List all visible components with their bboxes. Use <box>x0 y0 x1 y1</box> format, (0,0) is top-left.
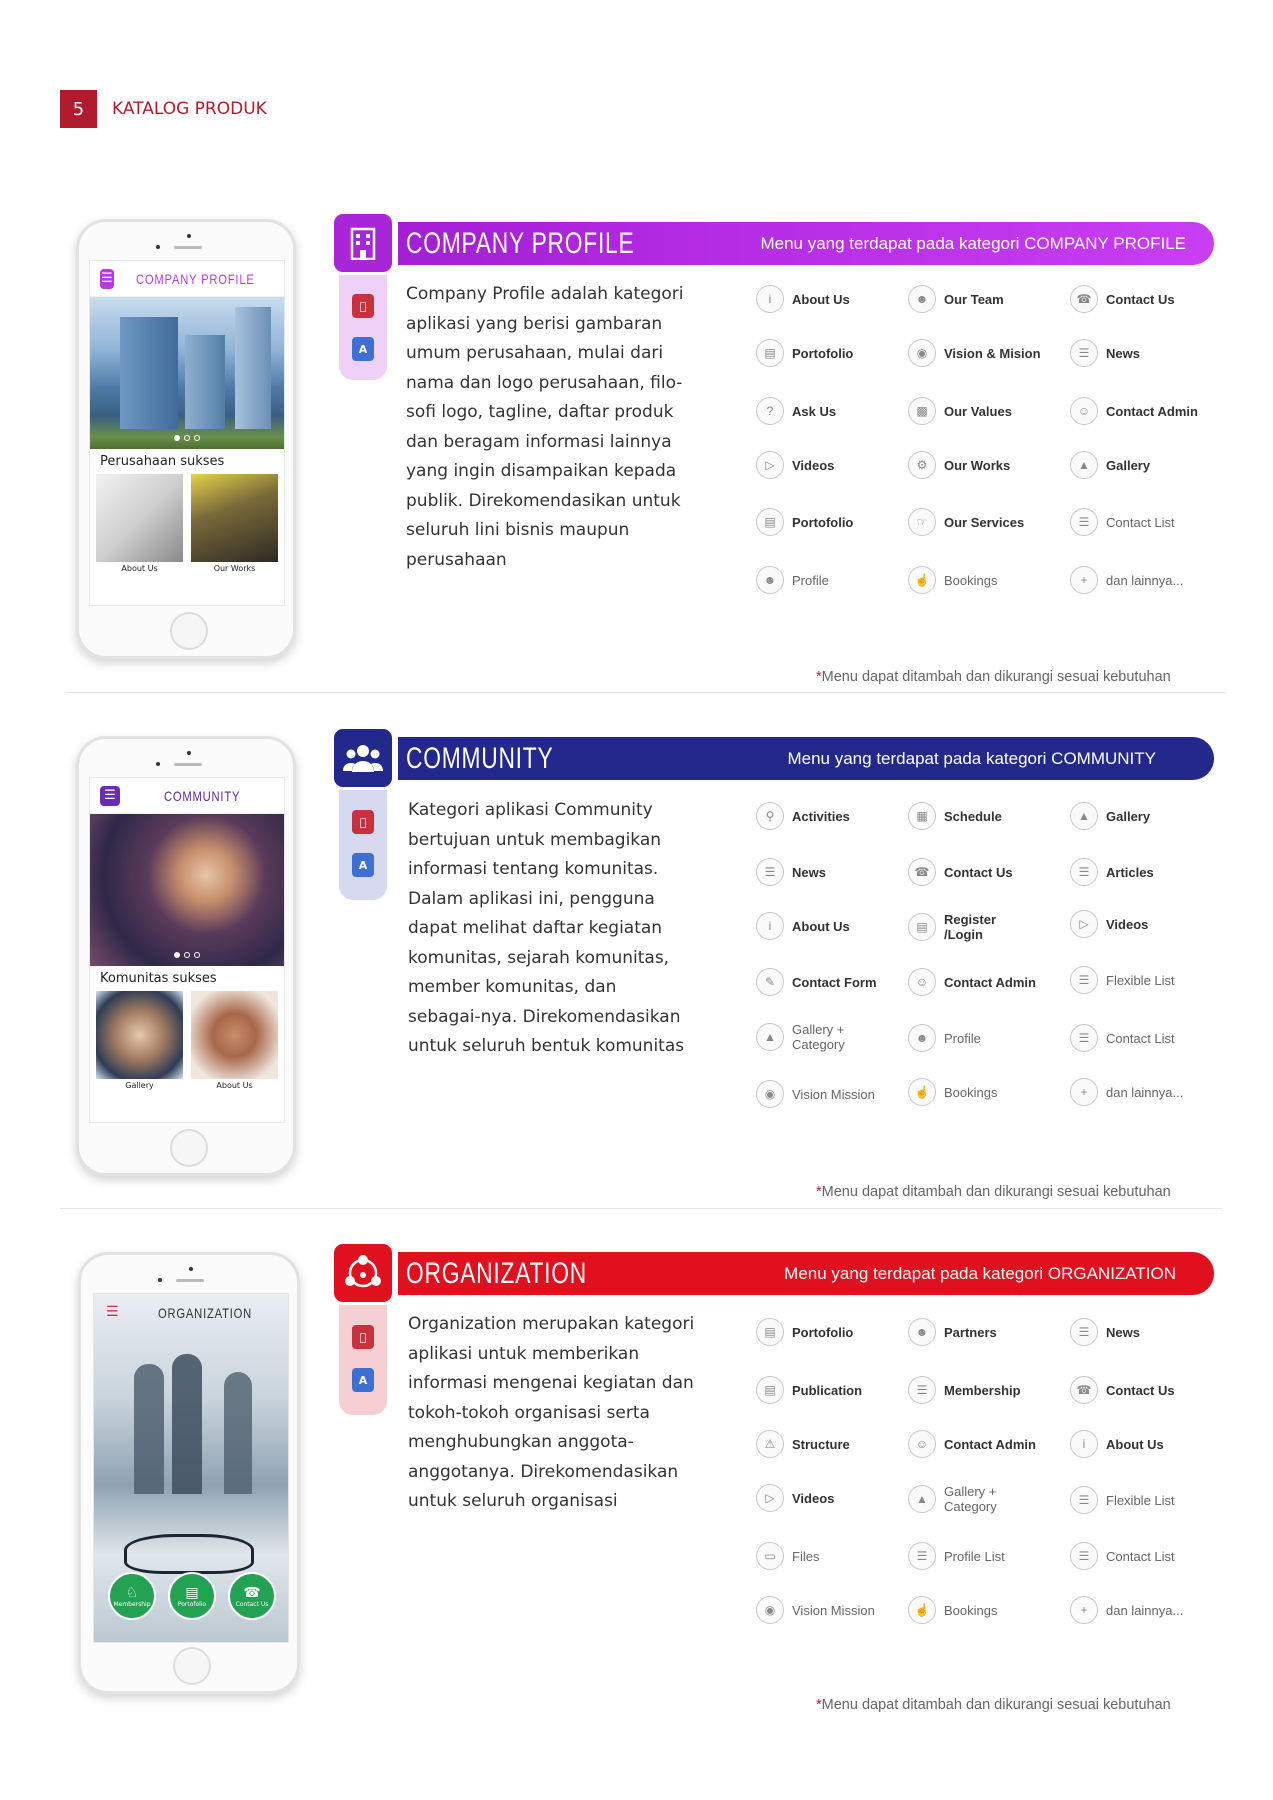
phone-camera <box>156 245 160 249</box>
app-title: ORGANIZATION <box>158 1305 253 1321</box>
hand-pointer-icon: ☝ <box>908 566 936 594</box>
info-icon: i <box>1070 1430 1098 1458</box>
menu-item[interactable]: i About Us <box>756 912 850 940</box>
building-photo <box>90 297 284 449</box>
menu-item[interactable]: ▲ Gallery + Category <box>756 1022 867 1052</box>
eye-icon: ◉ <box>756 1596 784 1624</box>
gallery-icon: ▲ <box>756 1023 784 1051</box>
phone-mockup-organization <box>78 1252 300 1694</box>
phone-camera <box>158 1278 162 1282</box>
calendar-icon: ▦ <box>908 802 936 830</box>
menu-grid-company <box>756 285 1216 600</box>
thumb-label: Our Works <box>213 564 256 573</box>
thumb-card[interactable] <box>191 991 278 1090</box>
footnote: *Menu dapat ditambah dan dikurangi sesuai kebutuhan <box>816 1697 1171 1713</box>
play-icon: ▷ <box>1070 910 1098 938</box>
menu-item[interactable]: ☰ Contact List <box>1070 508 1175 536</box>
portfolio-icon: ▤ <box>756 339 784 367</box>
section-banner-community <box>398 737 1214 780</box>
membership-button[interactable]: ♘ Membership <box>108 1572 156 1620</box>
thumb-photo <box>96 991 183 1079</box>
thumb-photo <box>96 474 183 562</box>
menu-item[interactable]: ☻ Our Team <box>908 285 1004 313</box>
menu-item[interactable]: ☝ Bookings <box>908 566 997 594</box>
screen-caption: Komunitas sukses <box>100 971 217 986</box>
section-title: COMMUNITY <box>406 741 554 775</box>
menu-icon[interactable]: ☰ <box>106 1304 119 1320</box>
menu-item[interactable]: ☰ Flexible List <box>1070 1486 1175 1514</box>
phone-speaker <box>174 246 202 249</box>
menu-item[interactable]: ☰ Membership <box>908 1376 1021 1404</box>
page-title: KATALOG PRODUK <box>112 99 267 119</box>
app-header <box>90 261 284 297</box>
section-description: Kategori aplikasi Community bertujuan untuk membagikan informasi tentang komunitas. Dalam aplikasi ini, pengguna dapat melihat daftar kegiatan komunitas, sejarah komunitas, member komunitas, dan sebagai-nya. Direkomendasikan untuk seluruh bentuk komunitas <box>408 800 685 1056</box>
menu-item[interactable]: ▷ Videos <box>1070 910 1148 938</box>
image-icon: ▲ <box>1070 802 1098 830</box>
menu-icon[interactable]: ☰ <box>100 786 120 806</box>
footnote: *Menu dapat ditambah dan dikurangi sesuai kebutuhan <box>816 669 1171 685</box>
menu-item[interactable]: ▩ Our Values <box>908 397 1012 425</box>
menu-item[interactable]: ☝ Bookings <box>908 1078 997 1106</box>
menu-item[interactable]: ☰ Contact List <box>1070 1024 1175 1052</box>
gallery-icon: ▲ <box>908 1485 936 1513</box>
menu-item[interactable]: ☎ Contact Us <box>908 858 1013 886</box>
network-icon-badge <box>331 1241 395 1305</box>
building-shape <box>185 335 225 429</box>
menu-item[interactable]: ☺ Contact Admin <box>1070 397 1198 425</box>
section-title: COMPANY PROFILE <box>406 226 635 260</box>
section-description: Organization merupakan kategori aplikasi untuk memberikan informasi mengenai kegiatan dan tokoh-tokoh organisasi serta menghubungkan anggota-anggotanya. Direkomendasikan untuk seluruh organisasi <box>408 1314 695 1511</box>
menu-item[interactable]: ▲ Gallery <box>1070 451 1150 479</box>
image-icon: ▲ <box>1070 451 1098 479</box>
people-silhouette <box>224 1372 252 1494</box>
publication-icon: ▤ <box>756 1376 784 1404</box>
phone-sensor <box>187 234 191 238</box>
portfolio-icon: ▤ <box>756 1318 784 1346</box>
building-icon-badge <box>331 211 395 275</box>
menu-item[interactable]: ☻ Profile <box>908 1024 981 1052</box>
phone-sensor <box>189 1267 193 1271</box>
menu-item[interactable]: ▷ Videos <box>756 1484 834 1512</box>
section-subtitle: Menu yang terdapat pada kategori ORGANIZATION <box>784 1263 1176 1283</box>
menu-item[interactable]: ☰ Flexible List <box>1070 966 1175 994</box>
plus-icon: + <box>1070 1078 1098 1106</box>
carousel-dots[interactable] <box>174 952 200 958</box>
menu-item[interactable]: ▤ Register /Login <box>908 912 1004 942</box>
phone-icon: ☎ <box>908 858 936 886</box>
menu-item[interactable]: ▤ Publication <box>756 1376 862 1404</box>
home-button <box>170 612 208 650</box>
people-icon-badge <box>331 726 395 790</box>
menu-item[interactable]: ▤ Portofolio <box>756 508 853 536</box>
phone-icon: ☎ <box>1070 285 1098 313</box>
menu-item[interactable]: ◉ Vision & Mision <box>908 339 1041 367</box>
thumb-card[interactable] <box>96 991 183 1090</box>
people-silhouette <box>134 1364 164 1494</box>
menu-item[interactable]: ⚙ Our Works <box>908 451 1010 479</box>
info-icon: i <box>756 285 784 313</box>
menu-item[interactable]: ⚲ Activities <box>756 802 850 830</box>
phone-icon: ☎ <box>1070 1376 1098 1404</box>
side-panel-organization <box>339 1291 387 1415</box>
phone-screen <box>89 260 285 606</box>
portfolio-button[interactable]: ▤ Portofolio <box>168 1572 216 1620</box>
admin-icon: ☺ <box>908 968 936 996</box>
thumb-label: Gallery <box>125 1081 154 1090</box>
admin-icon: ☺ <box>1070 397 1098 425</box>
question-icon: ? <box>756 397 784 425</box>
menu-item[interactable]: ☻ Partners <box>908 1318 997 1346</box>
menu-item[interactable]: + dan lainnya... <box>1070 1078 1183 1106</box>
thumb-photo <box>191 474 278 562</box>
menu-grid-organization <box>756 1318 1216 1633</box>
hand-pointer-icon: ☝ <box>908 1596 936 1624</box>
footnote: *Menu dapat ditambah dan dikurangi sesuai kebutuhan <box>816 1184 1171 1200</box>
contact-button[interactable]: ☎ Contact Us <box>228 1572 276 1620</box>
menu-item[interactable]: i About Us <box>756 285 850 313</box>
menu-item[interactable]: ☰ Contact List <box>1070 1542 1175 1570</box>
menu-item[interactable]: ☎ Contact Us <box>1070 285 1175 313</box>
menu-item[interactable]: ? Ask Us <box>756 397 836 425</box>
phone-icon: ☎ <box>243 1584 261 1601</box>
page-number: 5 <box>60 90 97 128</box>
structure-icon: ⚠ <box>756 1430 784 1458</box>
ios-app-icon <box>352 810 374 834</box>
portfolio-icon: ▤ <box>185 1584 199 1601</box>
building-icon <box>346 226 380 260</box>
form-icon: ✎ <box>756 968 784 996</box>
side-panel-company <box>339 262 387 380</box>
menu-item[interactable]: + dan lainnya... <box>1070 566 1183 594</box>
news-icon: ☰ <box>756 858 784 886</box>
menu-item[interactable]: ▲ Gallery <box>1070 802 1150 830</box>
list-icon: ☰ <box>1070 1486 1098 1514</box>
login-icon: ▤ <box>908 913 936 941</box>
menu-item[interactable]: ☰ News <box>756 858 826 886</box>
menu-item[interactable]: + dan lainnya... <box>1070 1596 1183 1624</box>
network-icon <box>343 1253 383 1293</box>
thumb-row <box>90 991 284 1090</box>
android-app-icon: A <box>352 853 374 877</box>
menu-item[interactable]: i About Us <box>1070 1430 1164 1458</box>
menu-item[interactable]: ☝ Bookings <box>908 1596 997 1624</box>
team-icon: ☻ <box>908 285 936 313</box>
menu-item[interactable]: ▤ Portofolio <box>756 1318 853 1346</box>
hand-pointer-icon: ☝ <box>908 1078 936 1106</box>
thumb-photo <box>191 991 278 1079</box>
phone-sensor <box>187 751 191 755</box>
phone-speaker <box>174 763 202 766</box>
profile-list-icon: ☰ <box>908 1542 936 1570</box>
menu-item[interactable]: ⚠ Structure <box>756 1430 850 1458</box>
people-silhouette <box>172 1354 202 1494</box>
news-icon: ☰ <box>1070 1318 1098 1346</box>
menu-item[interactable]: ◉ Vision Mission <box>756 1080 875 1108</box>
menu-item[interactable]: ◉ Vision Mission <box>756 1596 875 1624</box>
handshake-icon: ☞ <box>908 508 936 536</box>
phone-speaker <box>176 1279 204 1282</box>
chart-icon: ▩ <box>908 397 936 425</box>
thumb-card[interactable] <box>96 474 183 573</box>
section-subtitle: Menu yang terdapat pada kategori COMMUNITY <box>787 748 1156 768</box>
partners-icon: ☻ <box>908 1318 936 1346</box>
thumb-row <box>90 474 284 573</box>
phone-screen <box>93 1293 289 1643</box>
home-button <box>173 1647 211 1685</box>
menu-item[interactable]: ✎ Contact Form <box>756 968 877 996</box>
contact-list-icon: ☰ <box>1070 1542 1098 1570</box>
ios-app-icon <box>352 294 374 318</box>
info-icon: i <box>756 912 784 940</box>
news-icon: ☰ <box>1070 339 1098 367</box>
menu-grid-community <box>756 802 1216 1117</box>
contact-list-icon: ☰ <box>1070 508 1098 536</box>
menu-item[interactable]: ▲ Gallery + Category <box>908 1484 1019 1514</box>
folder-icon: ▭ <box>756 1542 784 1570</box>
people-icon <box>343 742 383 774</box>
community-photo <box>90 814 284 966</box>
play-icon: ▷ <box>756 451 784 479</box>
menu-item[interactable]: ☺ Contact Admin <box>908 968 1036 996</box>
thumb-label: About Us <box>216 1081 253 1090</box>
section-description: Company Profile adalah kategori aplikasi yang berisi gambaran umum perusahaan, mulai dari nama dan logo perusahaan, filo-sofi logo, tagline, daftar produk dan beragam informasi lainnya yang ingin disampaikan kepada publik. Direkomendasikan untuk seluruh lini bisnis maupun perusahaan <box>406 284 684 570</box>
article-icon: ☰ <box>1070 858 1098 886</box>
carousel-dots[interactable] <box>174 435 200 441</box>
menu-icon[interactable]: ☰ <box>100 269 114 289</box>
contact-list-icon: ☰ <box>1070 1024 1098 1052</box>
phone-screen <box>89 777 285 1123</box>
phone-mockup-company <box>76 219 296 659</box>
eye-icon: ◉ <box>908 339 936 367</box>
profile-icon: ☻ <box>756 566 784 594</box>
eye-icon: ◉ <box>756 1080 784 1108</box>
menu-item[interactable]: ☰ Profile List <box>908 1542 1005 1570</box>
menu-item[interactable]: ☰ Articles <box>1070 858 1154 886</box>
menu-item[interactable]: ☰ News <box>1070 1318 1140 1346</box>
menu-item[interactable]: ▭ Files <box>756 1542 819 1570</box>
admin-icon: ☺ <box>908 1430 936 1458</box>
section-banner-company <box>398 222 1214 265</box>
building-shape <box>120 317 178 429</box>
app-header <box>90 778 284 814</box>
activities-icon: ⚲ <box>756 802 784 830</box>
phone-mockup-community <box>76 736 296 1176</box>
plus-icon: + <box>1070 566 1098 594</box>
menu-item[interactable]: ☎ Contact Us <box>1070 1376 1175 1404</box>
menu-item[interactable]: ▤ Portofolio <box>756 339 853 367</box>
app-title: COMMUNITY <box>164 787 241 804</box>
divider <box>60 1208 1222 1209</box>
gears-icon: ⚙ <box>908 451 936 479</box>
menu-item[interactable]: ☻ Profile <box>756 566 829 594</box>
play-icon: ▷ <box>756 1484 784 1512</box>
menu-item[interactable]: ☰ News <box>1070 339 1140 367</box>
menu-item[interactable]: ☺ Contact Admin <box>908 1430 1036 1458</box>
screen-caption: Perusahaan sukses <box>100 454 225 469</box>
profile-icon: ☻ <box>908 1024 936 1052</box>
android-app-icon: A <box>352 337 374 361</box>
app-title: COMPANY PROFILE <box>135 270 255 287</box>
membership-icon: ☰ <box>908 1376 936 1404</box>
android-app-icon: A <box>352 1368 374 1392</box>
thumb-label: About Us <box>121 564 158 573</box>
menu-item[interactable]: ☞ Our Services <box>908 508 1024 536</box>
phone-camera <box>156 762 160 766</box>
glasses-shape <box>124 1534 254 1574</box>
home-button <box>170 1129 208 1167</box>
plus-icon: + <box>1070 1596 1098 1624</box>
section-banner-organization <box>398 1252 1214 1295</box>
divider <box>66 692 1226 693</box>
portfolio-icon: ▤ <box>756 508 784 536</box>
membership-icon: ♘ <box>125 1584 139 1601</box>
thumb-card[interactable] <box>191 474 278 573</box>
menu-item[interactable]: ▷ Videos <box>756 451 834 479</box>
side-panel-community <box>339 778 387 900</box>
section-subtitle: Menu yang terdapat pada kategori COMPANY PROFILE <box>760 233 1186 253</box>
section-title: ORGANIZATION <box>406 1256 587 1290</box>
ios-app-icon <box>352 1325 374 1349</box>
menu-item[interactable]: ▦ Schedule <box>908 802 1002 830</box>
building-shape <box>235 307 271 429</box>
list-icon: ☰ <box>1070 966 1098 994</box>
